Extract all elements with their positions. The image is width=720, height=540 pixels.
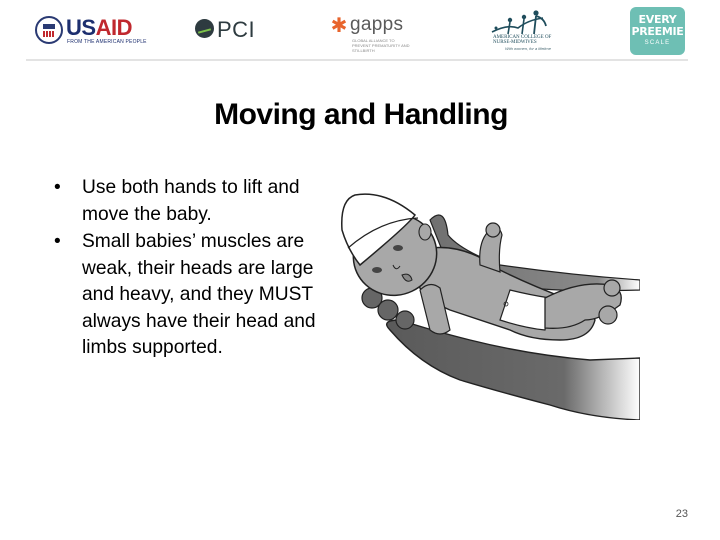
- usaid-seal-icon: [35, 16, 63, 44]
- bullet-list: [48, 175, 348, 363]
- usaid-logo: [35, 14, 147, 48]
- bullet-item: • Use both hands to lift and move the baby.: [48, 175, 348, 228]
- usaid-tagline: FROM THE AMERICAN PEOPLE: [67, 39, 147, 45]
- acnm-figures-icon: [488, 10, 558, 36]
- acnm-name: AMERICAN COLLEGE OF NURSE-MIDWIVES: [493, 35, 552, 45]
- gapps-tagline: GLOBAL ALLIANCE TO PREVENT PREMATURITY AND STILLBIRTH: [352, 38, 410, 53]
- usaid-wordmark: USAID: [66, 15, 132, 40]
- pci-globe-icon: [195, 19, 214, 38]
- header-divider: [26, 59, 688, 61]
- slide-title: Moving and Handling: [214, 98, 508, 131]
- acnm-tagline: With women, for a lifetime: [505, 46, 551, 51]
- baby-handling-illustration: [330, 180, 640, 420]
- gapps-logo: [330, 14, 415, 53]
- pci-logo: [195, 16, 260, 44]
- bullet-item: • Small babies’ muscles are weak, their heads are large and heavy, and they MUST always have their head and limbs supported.: [48, 229, 348, 362]
- gapps-wordmark: gapps: [350, 14, 404, 35]
- pci-wordmark: PCI: [217, 17, 256, 42]
- gapps-flower-icon: ✱: [330, 15, 348, 37]
- page-number: 23: [675, 508, 688, 520]
- every-preemie-logo: EVERY PREEMIE SCALE: [630, 7, 685, 55]
- logo-bar: [0, 0, 720, 60]
- acnm-logo: [488, 10, 568, 52]
